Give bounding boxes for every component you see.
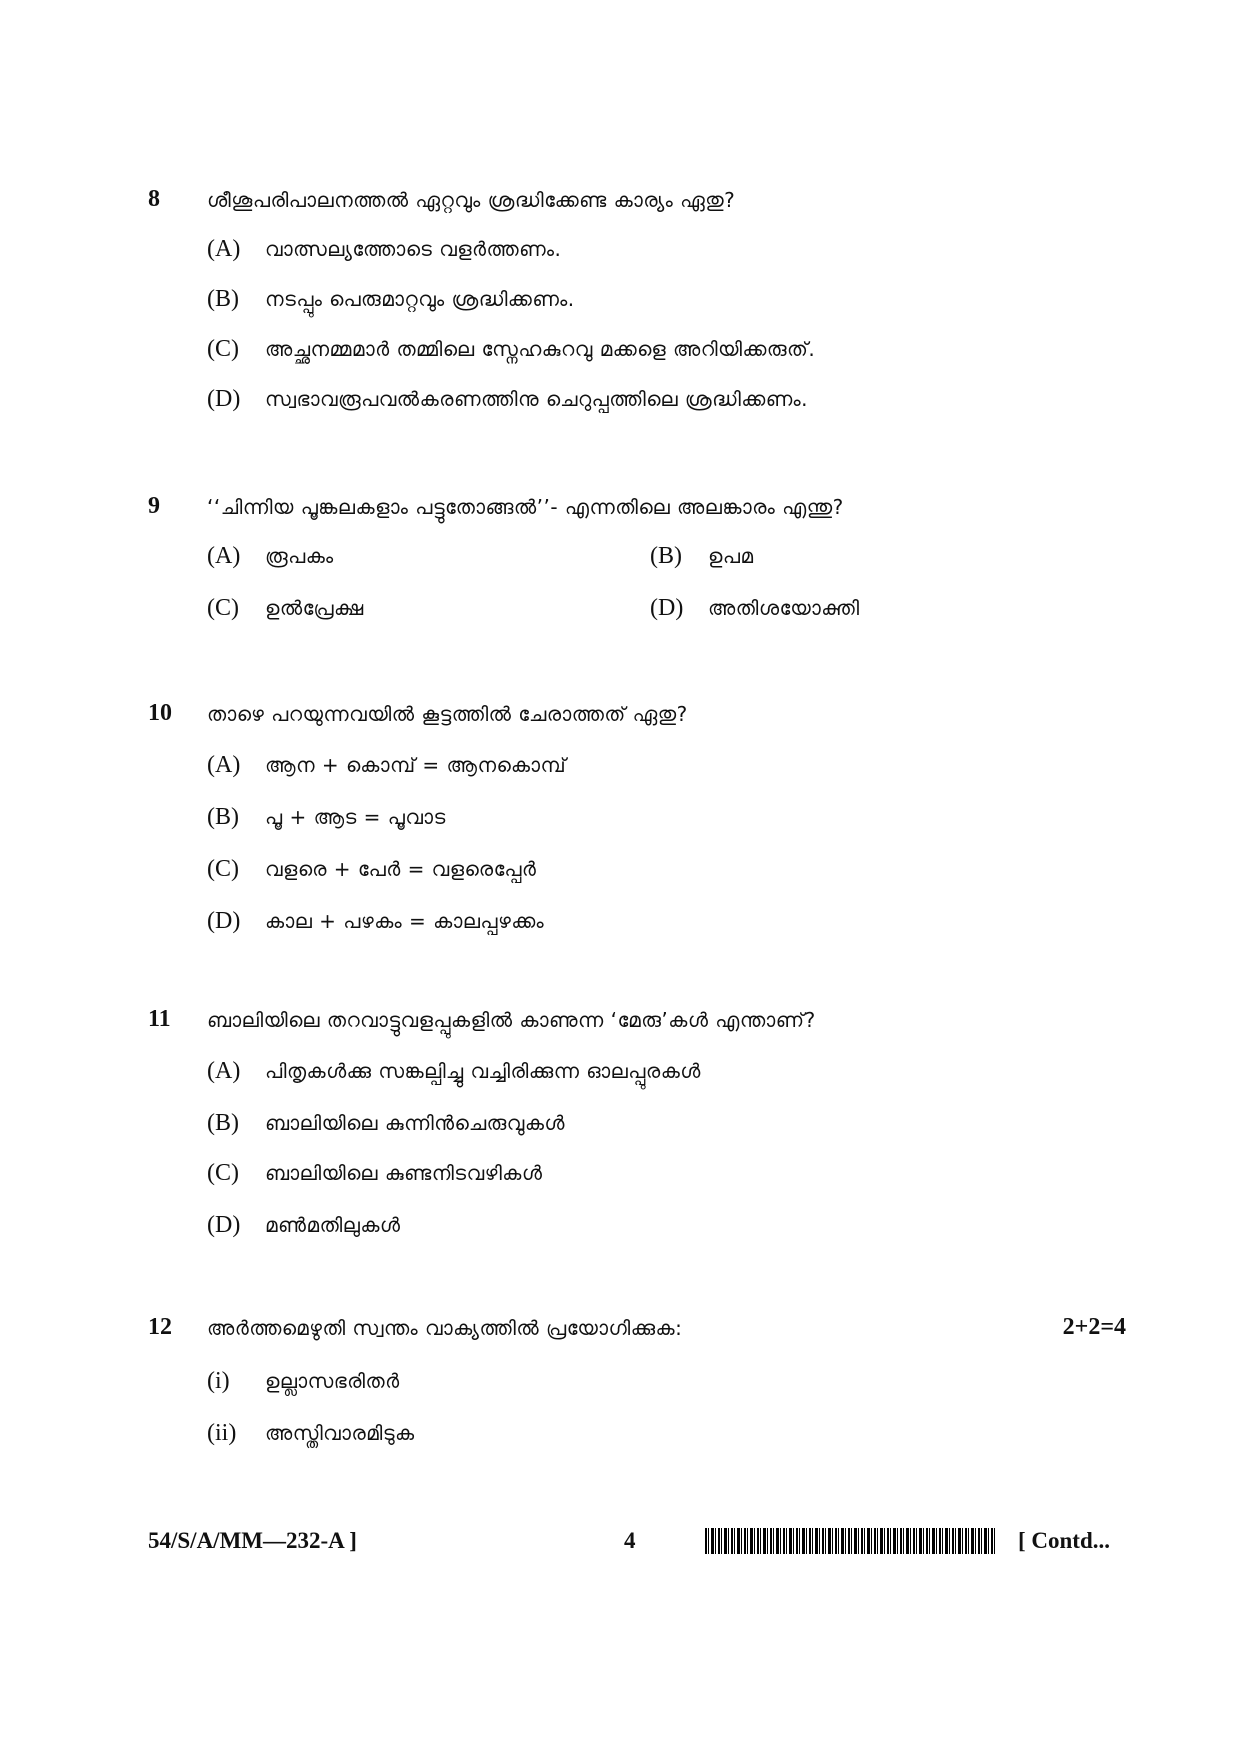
option-a: [207, 1058, 701, 1085]
option-text: മൺമതിലുകൾ: [265, 1213, 401, 1237]
question-text: ശീശൂപരിപാലനത്തൽ ഏറ്റവും ശ്രദ്ധിക്കേണ്ട കാര്യം ഏതു?: [207, 188, 736, 212]
page-footer: [0, 1528, 1241, 1568]
option-d: [207, 1212, 401, 1239]
option-ii: [207, 1420, 415, 1447]
question-text: താഴെ പറയുന്നവയിൽ കൂട്ടത്തിൽ ചേരാത്തത് ഏതു?: [207, 702, 688, 726]
option-text: ബാലിയിലെ കുണ്ടനിടവഴികൾ: [265, 1161, 543, 1185]
option-text: പൂ + ആട = പൂവാട: [265, 805, 446, 829]
option-text: അതിശയോക്തി: [708, 596, 860, 620]
option-label: (C): [207, 595, 239, 621]
marks-allocation: 2+2=4: [1062, 1314, 1126, 1340]
option-label: (A): [207, 543, 241, 569]
option-b: [207, 1110, 565, 1137]
option-a: [207, 236, 561, 263]
option-text: രൂപകം: [265, 544, 334, 568]
option-label: (C): [207, 856, 239, 882]
option-text: കാല + പഴകം = കാലപ്പഴക്കം: [265, 909, 545, 933]
option-text: ആന + കൊമ്പ് = ആനകൊമ്പ്: [265, 753, 567, 777]
question-number: 8: [148, 186, 160, 212]
option-text: പിതൃകൾക്കു സങ്കല്പിച്ചു വച്ചിരിക്കുന്ന ഓലപ്പുരകൾ: [265, 1059, 701, 1083]
option-b: [650, 543, 754, 570]
option-label: (B): [207, 804, 239, 830]
question-number: 11: [148, 1006, 171, 1032]
option-text: വളരെ + പേർ = വളരെപ്പേർ: [265, 857, 537, 881]
question-text: അർത്തമെഴുതി സ്വന്തം വാക്യത്തിൽ പ്രയോഗിക്കുക:: [207, 1316, 683, 1340]
option-d: [650, 595, 860, 622]
option-label: (ii): [207, 1420, 237, 1446]
option-label: (C): [207, 1160, 239, 1186]
option-text: അച്ഛനമ്മമാർ തമ്മിലെ സ്നേഹകുറവു മക്കളെ അറിയിക്കരുത്.: [265, 337, 816, 361]
option-text: സ്വഭാവരൂപവൽകരണത്തിനു ചെറുപ്പത്തിലെ ശ്രദ്ധിക്കണം.: [265, 387, 808, 411]
option-label: (D): [207, 1212, 241, 1238]
barcode-image: [705, 1528, 995, 1554]
option-label: (B): [207, 1110, 239, 1136]
option-c: [207, 856, 536, 883]
option-text: വാത്സല്യത്തോടെ വളർത്തണം.: [265, 237, 562, 261]
question-number: 12: [148, 1314, 172, 1340]
option-c: [207, 336, 815, 363]
option-label: (C): [207, 336, 239, 362]
option-label: (B): [650, 543, 682, 569]
option-label: (B): [207, 286, 239, 312]
option-text: ഉൽപ്രേക്ഷ: [265, 596, 364, 620]
option-label: (D): [207, 908, 241, 934]
option-label: (D): [207, 386, 241, 412]
option-d: [207, 386, 808, 413]
option-c: [207, 1160, 542, 1187]
question-text: ‘‘ചിന്നിയ പൂങ്കലകളാം പട്ടുതോങ്ങൽ’’- എന്നതിലെ അലങ്കാരം എന്തു?: [207, 495, 844, 519]
paper-code: 54/S/A/MM—232-A ]: [148, 1528, 357, 1553]
option-b: [207, 804, 446, 831]
option-label: (D): [650, 595, 684, 621]
option-a: [207, 752, 566, 779]
page-number: 4: [624, 1528, 636, 1553]
option-text: ബാലിയിലെ കുന്നിൻചെരുവുകൾ: [265, 1111, 566, 1135]
option-text: അസ്തിവാരമിടുക: [265, 1421, 415, 1445]
option-label: (A): [207, 1058, 241, 1084]
option-i: [207, 1368, 400, 1395]
option-label: (i): [207, 1368, 230, 1394]
question-number: 10: [148, 700, 172, 726]
option-c: [207, 595, 364, 622]
continued-label: [ Contd...: [1018, 1528, 1111, 1553]
option-label: (A): [207, 236, 241, 262]
question-text: ബാലിയിലെ തറവാട്ടുവളപ്പുകളിൽ കാണുന്ന ‘മേരു’കൾ എന്താണ്?: [207, 1008, 816, 1032]
option-b: [207, 286, 575, 313]
option-text: നടപ്പും പെരുമാറ്റവും ശ്രദ്ധിക്കണം.: [265, 287, 575, 311]
option-text: ഉല്ലാസഭരിതർ: [265, 1369, 400, 1393]
option-a: [207, 543, 334, 570]
option-text: ഉപമ: [708, 544, 754, 568]
question-number: 9: [148, 493, 160, 519]
option-label: (A): [207, 752, 241, 778]
option-d: [207, 908, 544, 935]
